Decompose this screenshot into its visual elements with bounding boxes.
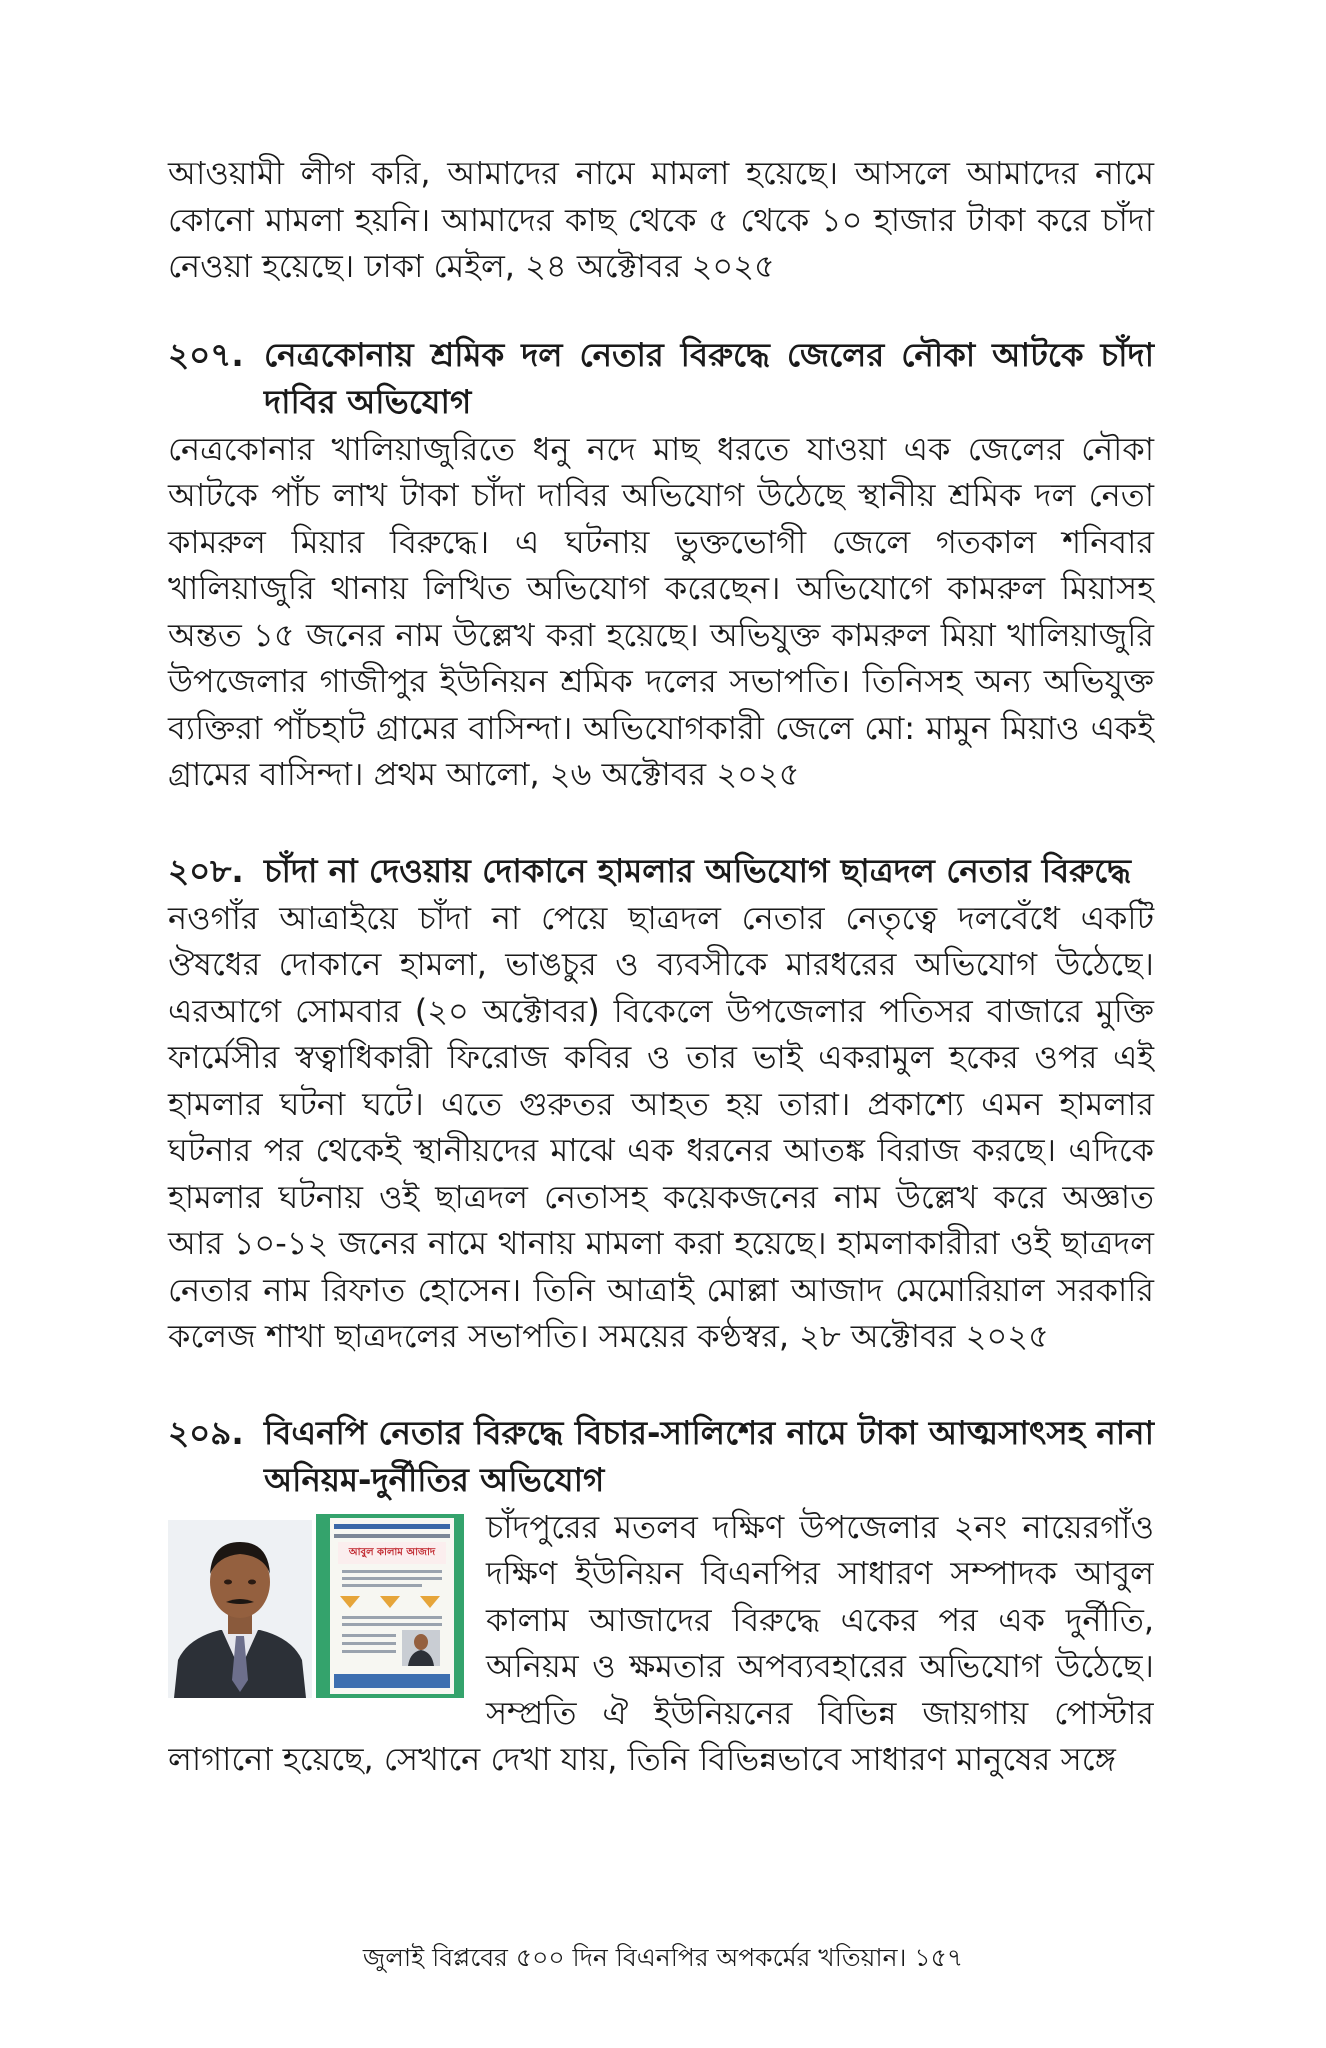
section-body-with-photos (168, 1504, 1154, 1783)
section-number: ২০৯. (168, 1413, 244, 1452)
section-number: ২০৭. (168, 335, 244, 374)
section-209 (168, 1410, 1154, 1783)
section-heading (168, 332, 1154, 426)
page-body (168, 150, 1154, 1783)
section-207 (168, 332, 1154, 798)
intro-paragraph: আওয়ামী লীগ করি, আমাদের নামে মামলা হয়েছে। আসলে আমাদের নামে কোনো মামলা হয়নি। আমাদের কাছ থেকে ৫ থেকে ১০ হাজার টাকা করে চাঁদা নেওয়া হয়েছে। ঢাকা মেইল, ২৪ অক্টোবর ২০২৫ (168, 154, 1154, 285)
section-body: নওগাঁর আত্রাইয়ে চাঁদা না পেয়ে ছাত্রদল নেতার নেতৃত্বে দলবেঁধে একটি ঔষধের দোকানে হামলা, ভাঙচুর ও ব্যবসীকে মারধরের অভিযোগ উঠেছে। এরআগে সোমবার (২০ অক্টোবর) বিকেলে উপজেলার পতিসর বাজারে মুক্তি ফার্মেসীর স্বত্বাধিকারী ফিরোজ কবির ও তার ভাই একরামুল হকের ওপর এই হামলার ঘটনা ঘটে। এতে গুরুতর আহত হয় তারা। প্রকাশ্যে এমন হামলার ঘটনার পর থেকেই স্থানীয়দের মাঝে এক ধরনের আতঙ্ক বিরাজ করছে। এদিকে হামলার ঘটনায় ওই ছাত্রদল নেতাসহ কয়েকজনের নাম উল্লেখ করে অজ্ঞাত আর ১০-১২ জনের নামে থানায় মামলা করা হয়েছে। হামলাকারীরা ওই ছাত্রদল নেতার নাম রিফাত হোসেন। তিনি আত্রাই মোল্লা আজাদ মেমোরিয়াল সরকারি কলেজ শাখা ছাত্রদলের সভাপতি। সময়ের কণ্ঠস্বর, ২৮ অক্টোবর ২০২৫ (168, 898, 1154, 1355)
poster-illustration (316, 1514, 464, 1698)
section-title: বিএনপি নেতার বিরুদ্ধে বিচার-সালিশের নামে টাকা আত্মসাৎসহ নানা অনিয়ম-দুর্নীতির অভিযোগ (264, 1413, 1154, 1499)
poster-heading: আবুল কালাম আজাদ (348, 1546, 436, 1558)
section-heading (168, 848, 1154, 895)
section-body: নেত্রকোনার খালিয়াজুরিতে ধনু নদে মাছ ধরতে যাওয়া এক জেলের নৌকা আটকে পাঁচ লাখ টাকা চাঁদা দাবির অভিযোগ উঠেছে স্থানীয় শ্রমিক দল নেতা কামরুল মিয়ার বিরুদ্ধে। এ ঘটনায় ভুক্তভোগী জেলে গতকাল শনিবার খালিয়াজুরি থানায় লিখিত অভিযোগ করেছেন। অভিযোগে কামরুল মিয়াসহ অন্তত ১৫ জনের নাম উল্লেখ করা হয়েছে। অভিযুক্ত কামরুল মিয়া খালিয়াজুরি উপজেলার গাজীপুর ইউনিয়ন শ্রমিক দলের সভাপতি। তিনিসহ অন্য অভিযুক্ত ব্যক্তিরা পাঁচহাট গ্রামের বাসিন্দা। অভিযোগকারী জেলে মো: মামুন মিয়াও একই গ্রামের বাসিন্দা। প্রথম আলো, ২৬ অক্টোবর ২০২৫ (168, 429, 1154, 793)
portrait-illustration (168, 1520, 312, 1698)
section-title: নেত্রকোনায় শ্রমিক দল নেতার বিরুদ্ধে জেলের নৌকা আটকে চাঁদা দাবির অভিযোগ (264, 335, 1154, 421)
news-photos (168, 1514, 464, 1702)
section-title: চাঁদা না দেওয়ায় দোকানে হামলার অভিযোগ ছাত্রদল নেতার বিরুদ্ধে (264, 851, 1132, 890)
page-footer: জুলাই বিপ্লবের ৫০০ দিন বিএনপির অপকর্মের খতিয়ান। ১৫৭ (362, 1943, 964, 1972)
section-208 (168, 848, 1154, 1360)
portrait-photo (168, 1520, 312, 1698)
section-number: ২০৮. (168, 851, 244, 890)
section-heading (168, 1410, 1154, 1504)
section-body: চাঁদপুরের মতলব দক্ষিণ উপজেলার ২নং নায়েরগাঁও দক্ষিণ ইউনিয়ন বিএনপির সাধারণ সম্পাদক আবুল কালাম আজাদের বিরুদ্ধে একের পর এক দুর্নীতি, অনিয়ম ও ক্ষমতার অপব্যবহারের অভিযোগ উঠেছে। সম্প্রতি ঐ ইউনিয়নের বিভিন্ন জায়গায় পোস্টার লাগানো হয়েছে, সেখানে দেখা যায়, তিনি বিভিন্নভাবে সাধারণ মানুষের সঙ্গে (168, 1507, 1154, 1778)
poster-photo (316, 1514, 464, 1698)
